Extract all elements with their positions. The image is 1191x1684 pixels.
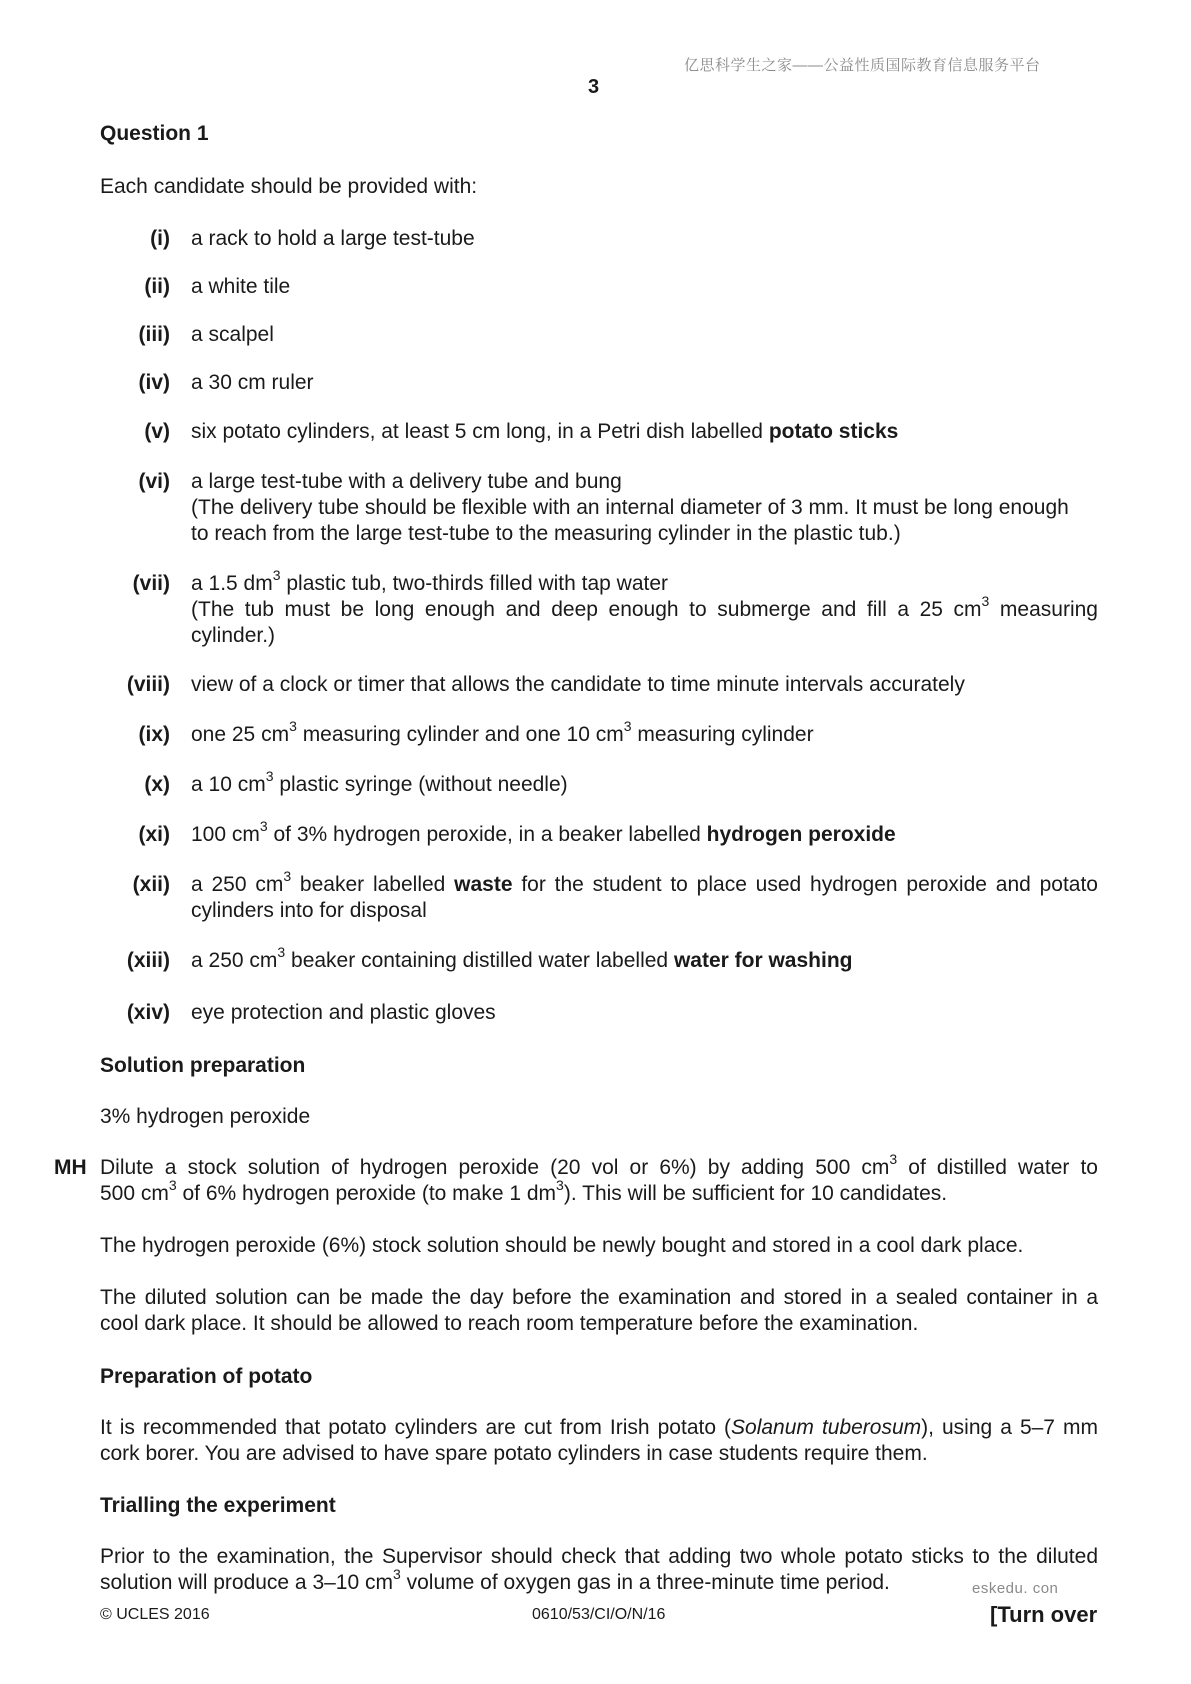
item-number: (i) [150,227,170,250]
paragraph-line: cork borer. You are advised to have spare potato cylinders in case students require them. [100,1442,928,1465]
species-name: Solanum tuberosum [731,1416,922,1439]
item-label-bold: potato sticks [768,420,899,443]
paragraph-line: Prior to the examination, the Supervisor should check that adding two whole potato sticks to the diluted [100,1545,1098,1568]
margin-marker: MH [54,1156,87,1179]
section-heading-solution: Solution preparation [100,1054,306,1077]
footer-watermark: eskedu. con [972,1580,1059,1597]
item-text-part: (The tub must be long enough and deep enough to submerge and fill a 25 cm [191,598,982,621]
item-text-part: a 1.5 dm [191,572,273,595]
item-line: (The delivery tube should be flexible with an internal diameter of 3 mm. It must be long enough [191,496,1069,519]
item-line [191,868,1098,898]
item-text-part: one 25 cm [191,723,290,746]
item-text [191,419,1098,445]
superscript: 3 [623,718,632,734]
item-text: a 30 cm ruler [191,371,314,394]
item-text-part: a 250 cm [191,873,284,896]
solution-paragraph-3 [100,1285,1098,1337]
superscript: 3 [168,1177,177,1193]
item-line [191,593,1098,623]
superscript: 3 [393,1566,401,1582]
superscript: 3 [556,1177,564,1193]
item-text: eye protection and plastic gloves [191,1001,496,1024]
text-part: 500 cm [100,1182,169,1205]
item-text [191,718,1098,748]
item-label-bold: hydrogen peroxide [706,823,896,846]
item-text-part: measuring cylinder [631,723,814,746]
item-text-part: 100 cm [191,823,260,846]
question-title: Question 1 [100,122,209,145]
item-text-part: six potato cylinders, at least 5 cm long, in a Petri dish labelled [191,420,769,443]
superscript: 3 [981,593,990,609]
item-text-part: a 10 cm [191,773,266,796]
item-text [191,868,1098,924]
text-part: Dilute a stock solution of hydrogen peroxide (20 vol or 6%) by adding 500 cm [100,1156,890,1179]
superscript: 3 [277,944,286,960]
item-text-part: beaker labelled [291,873,455,896]
item-text: a white tile [191,275,291,298]
item-text-part: measuring [989,598,1098,621]
header-watermark: 亿思科学生之家——公益性质国际教育信息服务平台 [684,57,1041,74]
item-text: view of a clock or timer that allows the candidate to time minute intervals accurately [191,673,965,696]
footer-copyright: © UCLES 2016 [100,1606,210,1623]
item-line: cylinders into for disposal [191,899,427,922]
item-text [191,818,1098,848]
item-number: (xii) [132,873,170,896]
footer-document-code: 0610/53/CI/O/N/16 [532,1606,666,1623]
item-text [191,944,1098,974]
item-number: (ix) [138,723,170,746]
item-label-bold: water for washing [673,949,853,972]
item-line: a large test-tube with a delivery tube and bung [191,470,622,493]
item-text: a rack to hold a large test-tube [191,227,475,250]
item-text-part: beaker containing distilled water labelled [285,949,674,972]
paragraph-line [100,1151,1098,1181]
superscript: 3 [283,868,292,884]
item-text-part: plastic syringe (without needle) [273,773,568,796]
intro-text: Each candidate should be provided with: [100,175,478,198]
paragraph-line [100,1566,1098,1596]
item-number: (x) [144,773,170,796]
text-part: It is recommended that potato cylinders are cut from Irish potato ( [100,1416,732,1439]
item-text-part: of 3% hydrogen peroxide, in a beaker labelled [267,823,707,846]
text-part: volume of oxygen gas in a three-minute time period. [400,1571,890,1594]
superscript: 3 [259,818,268,834]
item-line: to reach from the large test-tube to the measuring cylinder in the plastic tub.) [191,522,901,545]
item-text-part: plastic tub, two-thirds filled with tap water [280,572,669,595]
item-text-part: measuring cylinder and one 10 cm [296,723,624,746]
paragraph-line: The diluted solution can be made the day before the examination and stored in a sealed container in a [100,1286,1098,1309]
text-part: solution will produce a 3–10 cm [100,1571,393,1594]
item-number: (iii) [138,323,170,346]
section-heading-potato: Preparation of potato [100,1365,313,1388]
section-heading-trial: Trialling the experiment [100,1494,336,1517]
item-number: (vii) [132,572,170,595]
solution-paragraph-2: The hydrogen peroxide (6%) stock solution should be newly bought and stored in a cool dark place. [100,1234,1024,1257]
item-number: (vi) [138,470,170,493]
item-number: (viii) [126,673,170,696]
text-part: of distilled water to [897,1156,1098,1179]
item-text [191,567,1098,649]
item-text [191,768,1098,798]
solution-paragraph-1 [100,1151,1098,1207]
page-number: 3 [588,76,600,98]
item-text: a scalpel [191,323,274,346]
item-number: (v) [144,420,170,443]
paragraph-line [100,1415,1098,1441]
superscript: 3 [289,718,297,734]
item-text [191,469,1098,547]
item-number: (xiii) [126,949,170,972]
superscript: 3 [265,768,274,784]
turn-over-label: [Turn over [990,1602,1098,1627]
item-text-part: for the student to place used hydrogen peroxide and potato [512,873,1098,896]
item-number: (xiv) [126,1001,170,1024]
trial-paragraph [100,1544,1098,1596]
item-text-part: a 250 cm [191,949,278,972]
item-label-bold: waste [454,873,513,896]
text-part: ). This will be sufficient for 10 candidates. [563,1182,948,1205]
paragraph-line: cool dark place. It should be allowed to reach room temperature before the examination. [100,1312,919,1335]
item-number: (ii) [144,275,170,298]
item-line [191,567,1098,597]
text-part: of 6% hydrogen peroxide (to make 1 dm [176,1182,557,1205]
item-line: cylinder.) [191,624,276,647]
paragraph-line [100,1177,1098,1207]
superscript: 3 [272,567,281,583]
text-part: ), using a 5–7 mm [921,1416,1098,1439]
item-number: (xi) [138,823,170,846]
potato-paragraph [100,1415,1098,1467]
item-number: (iv) [138,371,170,394]
superscript: 3 [889,1151,898,1167]
solution-subheading: 3% hydrogen peroxide [100,1105,311,1128]
